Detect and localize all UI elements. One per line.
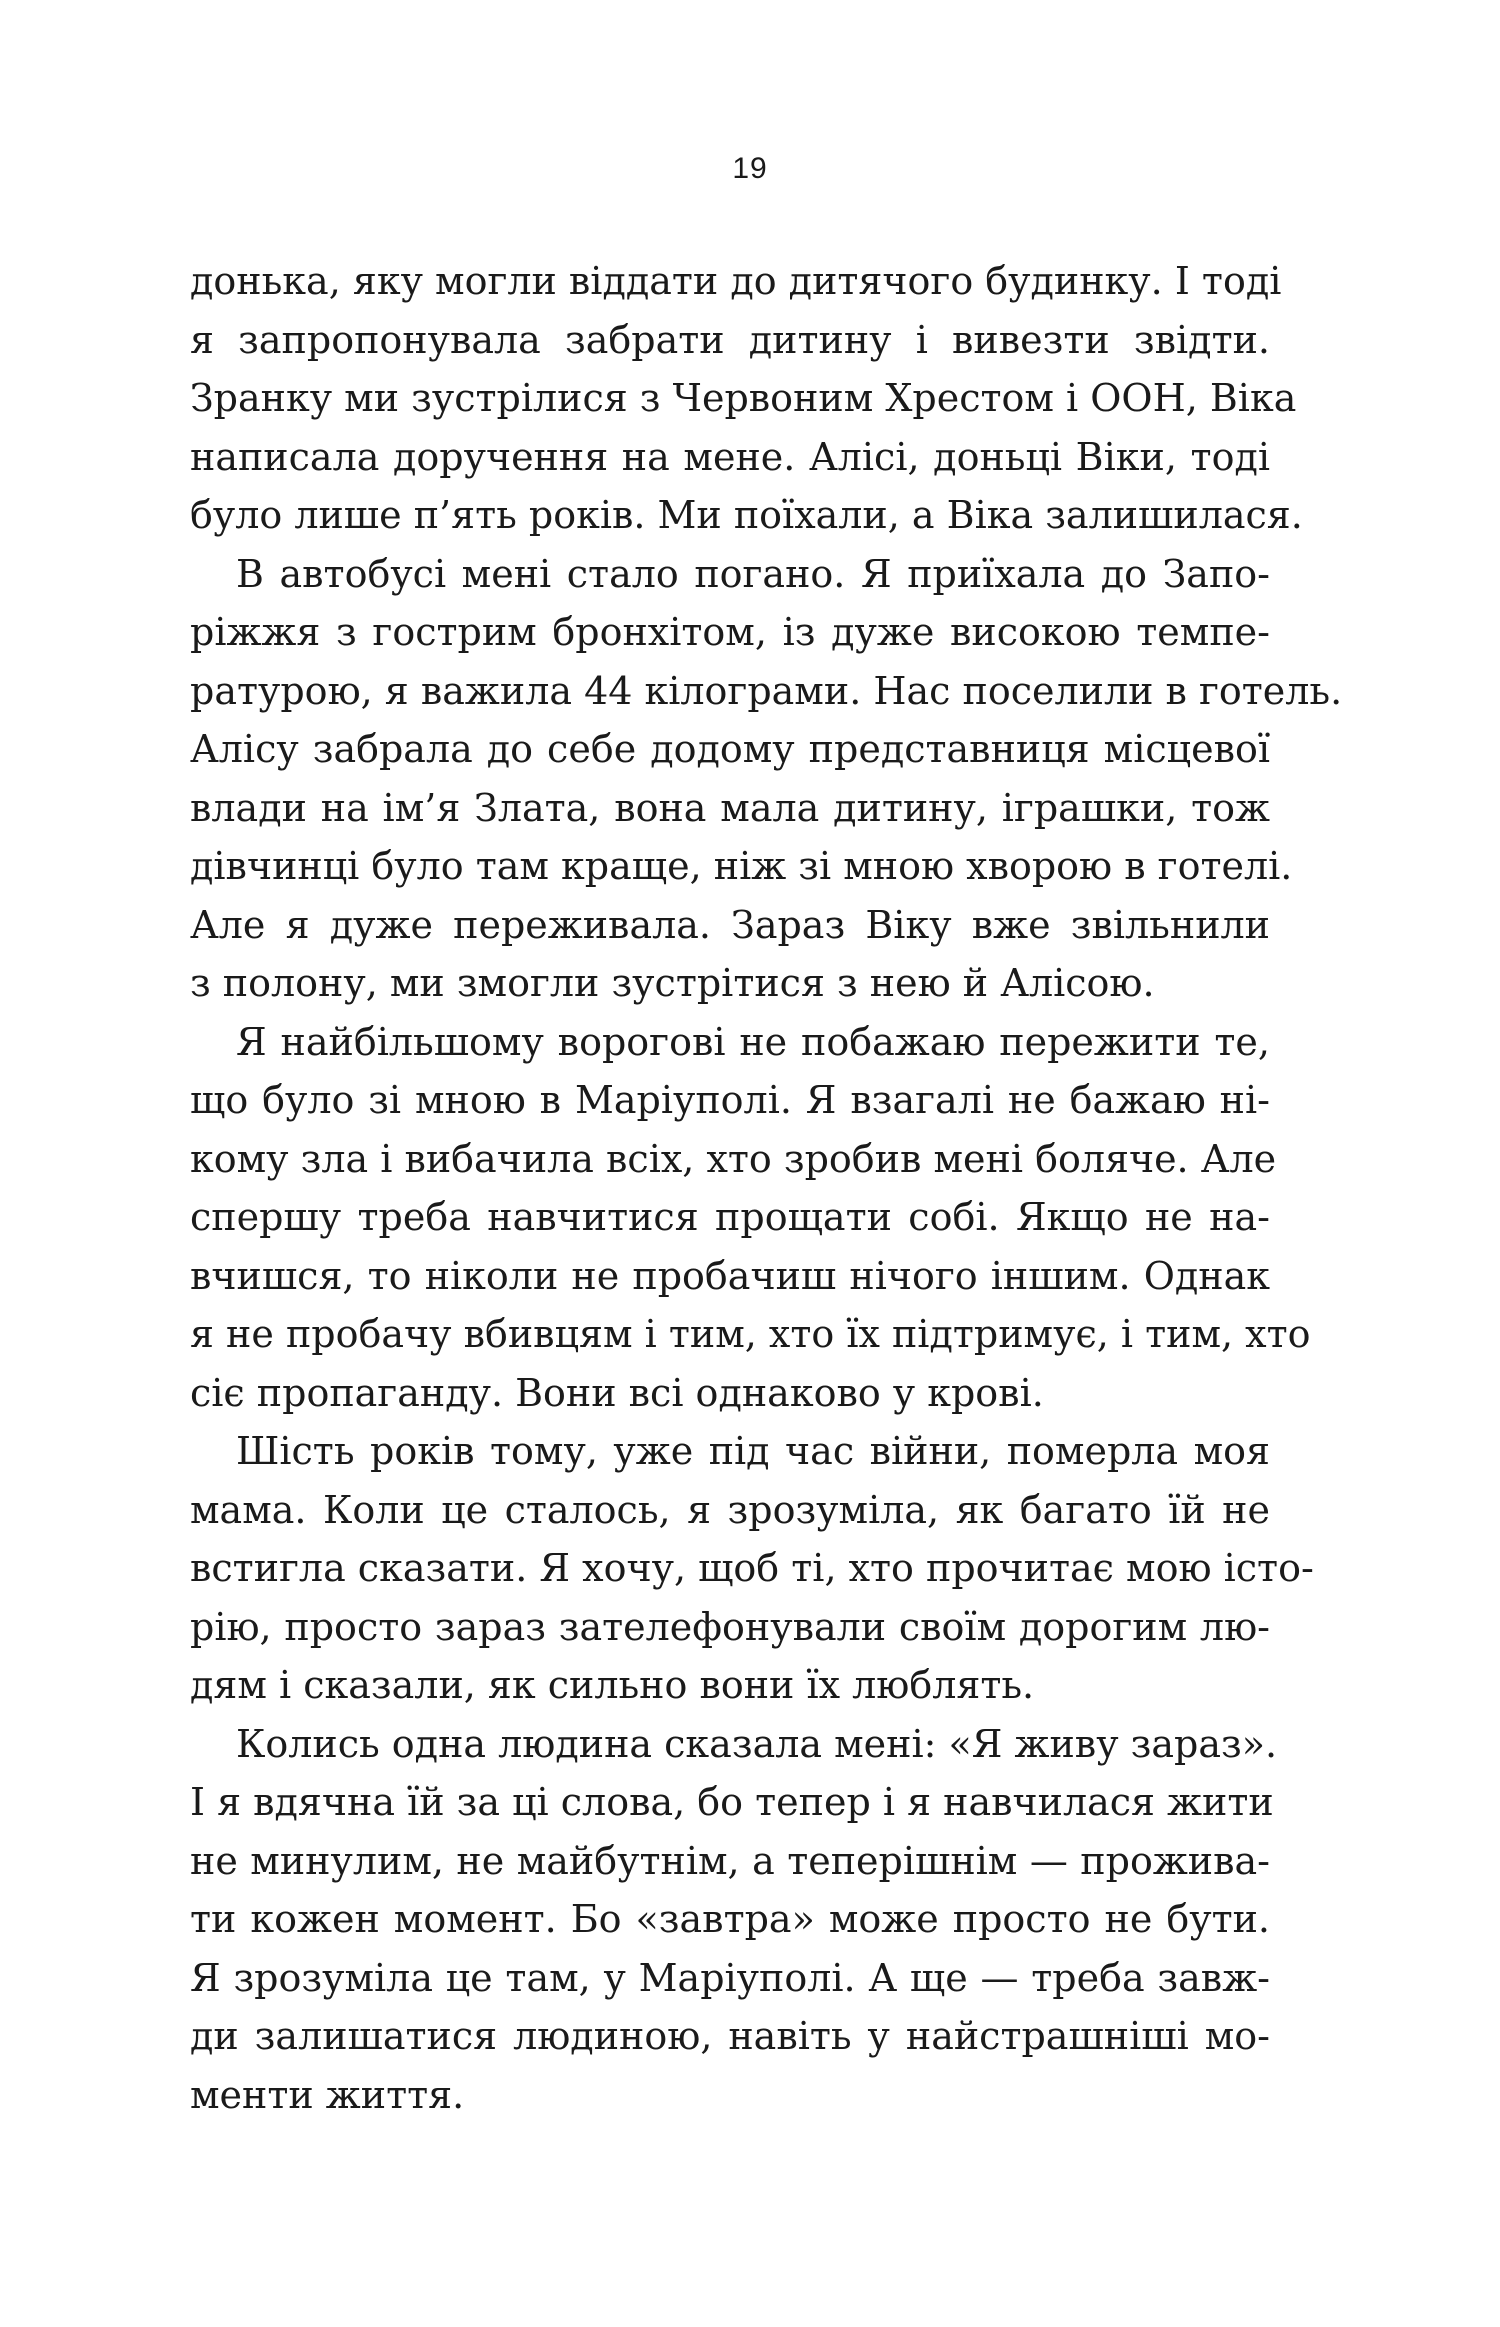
- text-line: дівчинці було там краще, ніж зі мною хворою в готелі.: [190, 844, 1293, 888]
- text-line: Зранку ми зустрілися з Червоним Хрестом і ООН, Віка: [190, 376, 1297, 420]
- text-line: мама. Коли це сталось, я зрозуміла, як багато їй не: [190, 1487, 1270, 1532]
- text-line: було лише п’ять років. Ми поїхали, а Віка залишилася.: [190, 493, 1303, 537]
- page-number: 19: [732, 152, 768, 185]
- text-line: ратурою, я важила 44 кілограми. Нас поселили в готель.: [190, 668, 1343, 713]
- text-line: Колись одна людина сказала мені: «Я живу зараз».: [236, 1721, 1278, 1766]
- paragraph-3: [190, 1013, 1311, 1423]
- paragraph-5: [190, 1715, 1278, 2125]
- text-line: що було зі мною в Маріуполі. Я взагалі не бажаю ні-: [190, 1078, 1270, 1122]
- text-line: влади на ім’я Злата, вона мала дитину, іграшки, тож: [190, 785, 1270, 830]
- text-line: вчишся, то ніколи не пробачиш нічого іншим. Однак: [190, 1253, 1270, 1298]
- text-line: Я найбільшому ворогові не побажаю пережити те,: [236, 1019, 1270, 1064]
- paragraph-2: [190, 545, 1343, 1013]
- text-line: з полону, ми змогли зустрітися з нею й Алісою.: [190, 961, 1155, 1005]
- text-line: дям і сказали, як сильно вони їх люблять.: [190, 1663, 1035, 1707]
- text-line: ріжжя з гострим бронхітом, із дуже високою темпе-: [190, 610, 1270, 654]
- text-line: сіє пропаганду. Вони всі однаково у крові.: [190, 1370, 1044, 1415]
- text-line: Я зрозуміла це там, у Маріуполі. А ще — треба завж-: [190, 1955, 1270, 2000]
- text-line: написала доручення на мене. Алісі, доньці Віки, тоді: [190, 434, 1270, 479]
- text-line: донька, яку могли віддати до дитячого будинку. І тоді: [190, 259, 1282, 303]
- text-line: менти життя.: [190, 2072, 465, 2117]
- text-line: кому зла і вибачила всіх, хто зробив мені боляче. Але: [190, 1136, 1277, 1181]
- text-line: спершу треба навчитися прощати собі. Якщо не на-: [190, 1195, 1270, 1239]
- text-line: Але я дуже переживала. Зараз Віку вже звільнили: [190, 902, 1270, 947]
- text-line: я запропонувала забрати дитину і вивезти звідти.: [190, 317, 1270, 362]
- text-line: В автобусі мені стало погано. Я приїхала до Запо-: [236, 551, 1270, 596]
- body-text: [190, 252, 1343, 2124]
- text-line: Шість років тому, уже під час війни, померла моя: [236, 1429, 1270, 1473]
- text-line: ди залишатися людиною, навіть у найстрашніші мо-: [190, 2014, 1270, 2058]
- text-line: Алісу забрала до себе додому представниця місцевої: [190, 727, 1270, 771]
- text-line: ти кожен момент. Бо «завтра» може просто не бути.: [190, 1897, 1270, 1941]
- text-line: я не пробачу вбивцям і тим, хто їх підтримує, і тим, хто: [190, 1312, 1311, 1356]
- text-line: встигла сказати. Я хочу, щоб ті, хто прочитає мою істо-: [190, 1546, 1314, 1590]
- text-line: не минулим, не майбутнім, а теперішнім — прожива-: [190, 1838, 1270, 1883]
- paragraph-1: [190, 252, 1303, 545]
- text-line: рію, просто зараз зателефонували своїм дорогим лю-: [190, 1604, 1270, 1649]
- paragraph-4: [190, 1422, 1314, 1715]
- text-line: І я вдячна їй за ці слова, бо тепер і я навчилася жити: [190, 1780, 1274, 1824]
